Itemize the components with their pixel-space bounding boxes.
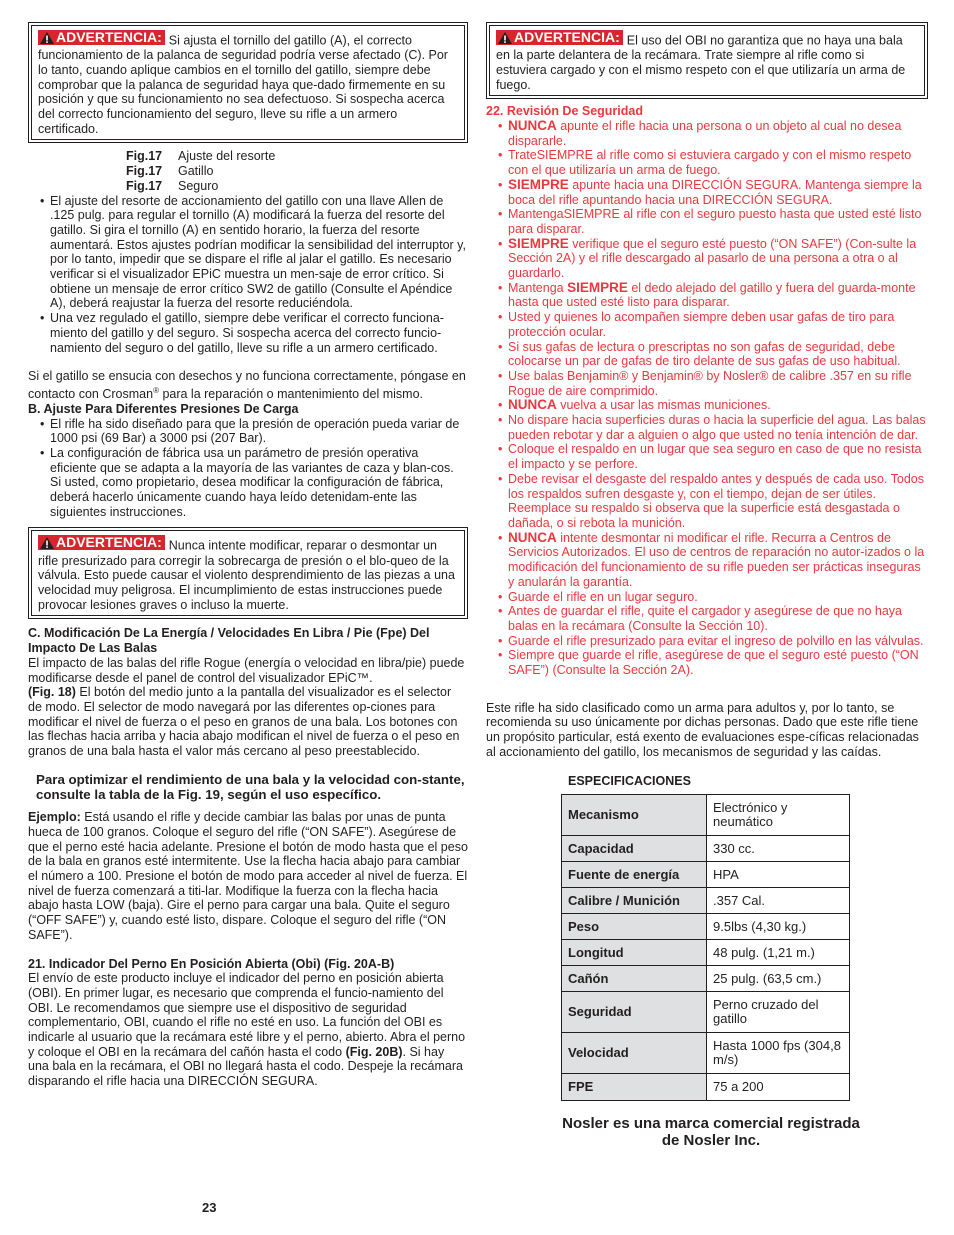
section-21-heading: 21. Indicador Del Perno En Posición Abierta (Obi) (Fig. 20A-B) [28,956,395,971]
warning-text: Si ajusta el tornillo del gatillo (A), el correcto funcionamiento de la palanca de seguridad podría verse afectado (C). Por lo tanto, cuando aplique cambios en el tornillo del gatillo, siempre debe comprobar que la palanca de seguridad haya que-dado firmemente en su posición y que su funcionamiento no sea defectuoso. Si sospecha acerca del correcto funcionamiento del seguro, lleve su rifle a un armero certificado. [38,33,448,136]
section-21-paragraph: El envío de este producto incluye el indicador del perno en posición abierta (OBI). En primer lugar, es necesario que comprenda el funcio-namiento del OBI. Le recomendamos que siempre use el dispositivo de seguridad complementario, OBI, cuando el rifle no esté en uso. La función del OBI es indicarle al usuario que la recámara esté libre y el perno, abierto. Abra el perno y coloque el OBI en la recámara del cañón hasta el codo (Fig. 20B). Si hay una bala en la recámara, el OBI no llegará hasta el codo. Despeje la recámara disparando el rifle hacia una DIRECCIÓN SEGURA. [28,971,466,1089]
safety-item: • NUNCA apunte el rifle hacia una persona o un objeto al cual no desea dispararle. [486,119,928,148]
spec-table [561,794,850,1101]
pressure-bullets [28,417,468,520]
left-column [28,22,468,1089]
safety-item: • Usted y quienes lo acompañen siempre deben usar gafas de tiro para protección ocular. [486,310,928,339]
safety-item: • No dispare hacia superficies duras o hacia la superficie del agua. Las balas pueden rebotar y dar a alguien o algo que usted no tenía intención de dar. [486,413,928,442]
spec-key: Fuente de energía [562,862,707,888]
figure-legend [28,149,468,193]
safety-item: • SIEMPRE apunte hacia una DIRECCIÓN SEGURA. Mantenga siempre la boca del rifle apuntando hacia una DIRECCIÓN SEGURA. [486,178,928,207]
spec-key: Longitud [562,940,707,966]
safety-item: • MantengaSIEMPRE al rifle con el seguro puesto hasta que usted esté listo para disparar. [486,207,928,236]
warning-box-obi [486,22,928,99]
spec-row [562,888,850,914]
section-c-heading: C. Modificación De La Energía / Velocidades En Libra / Pie (Fpe) Del Impacto De Las Balas [28,626,430,656]
spec-value: Perno cruzado del gatillo [707,992,850,1033]
warning-badge: ADVERTENCIA: [38,30,165,45]
spec-value: Electrónico y neumático [707,795,850,836]
warning-text: El uso del OBI no garantiza que no haya una bala en la parte delantera de la recámara. Trate siempre al rifle como si estuviera cargado y con el mismo respeto con el que utilizaría un arma de fuego. [496,33,906,92]
spec-row [562,966,850,992]
safety-item: • Use balas Benjamin® y Benjamin® by Nosler® de calibre .357 en su rifle Rogue de aire comprimido. [486,369,928,398]
fig-line: Fig.17 Ajuste del resorte [126,149,276,164]
safety-item: • Siempre que guarde el rifle, asegúrese de que el seguro esté puesto (“ON SAFE”) (Consulte la Sección 2A). [486,648,928,677]
spec-value: 75 a 200 [707,1074,850,1101]
trigger-bullets [28,194,468,356]
spec-value: HPA [707,862,850,888]
list-item: • El ajuste del resorte de accionamiento del gatillo con una llave Allen de .125 pulg. para regular el tornillo (A) modificará la fuerza del resorte del gatillo. Si gira el tornillo (A) en sentido horario, la fuerza del resorte aumentará. Estos ajustes podrían modificar la sensibilidad del interruptor y, por lo tanto, impedir que se dispare el rifle al jalar el gatillo. Es necesario verificar si el visualizador EPiC muestra un men-saje de error crítico. Si obtiene un mensaje de error crítico SW2 de gatillo (Consulte el Apéndice A), deberá reajustar la fuerza del resorte reduciéndola. [28,194,468,312]
right-column [486,22,928,1149]
fig-line: Fig.17 Seguro [126,178,219,193]
nosler-trademark: Nosler es una marca comercial registrada de Nosler Inc. [562,1115,860,1150]
safety-item: • Antes de guardar el rifle, quite el cargador y asegúrese de que no haya balas en la recámara (Consulte la Sección 10). [486,604,928,633]
spec-key: Velocidad [562,1033,707,1074]
spec-key: Peso [562,914,707,940]
optimize-note: Para optimizar el rendimiento de una bala y la velocidad con-stante, consulte la tabla de la Fig. 19, según el uso específico. [36,771,465,802]
fig-line: Fig.17 Gatillo [126,164,214,179]
safety-item: • Debe revisar el desgaste del respaldo antes y después de cada uso. Todos los respaldos sufren desgaste y, con el tiempo, dejan de ser útiles. Reemplace su respaldo si observa que la superficie está desgastada o dañada, o si rebota la munición. [486,472,928,531]
warning-box-trigger [28,22,468,143]
list-item: • Una vez regulado el gatillo, siempre debe verificar el correcto funciona-miento del gatillo y del seguro. Si sospecha acerca del correcto funcio-namiento del seguro o del gatillo, lleve su rifle a un armero certificado. [28,311,468,355]
safety-item: • NUNCA intente desmontar ni modificar el rifle. Recurra a Centros de Servicios Autorizados. El uso de centros de reparación no autor-izados o la modificación del funcionamiento de su rifle pueden ser prácticas inseguras y anularán la garantía. [486,531,928,590]
page-number: 23 [202,1200,217,1215]
section-c-paragraph: El impacto de las balas del rifle Rogue (energía o velocidad en libra/pie) puede modificarse desde el panel de control del visualizador EPiC™. (Fig. 18) El botón del medio junto a la pantalla del visualizador es el selector de modo. El selector de modo navegará por las diferentes op-ciones para modificar el nivel de fuerza o el peso en granos de una bala. Los botones con las flechas hacia arriba y hacia abajo modifican el nivel de fuerza o el peso en granos de una bala hasta el valor más cercano al peso preestablecido. [28,655,465,759]
spec-key: Capacidad [562,836,707,862]
warning-badge: ADVERTENCIA: [496,30,623,45]
warning-box-pressure [28,527,468,619]
spec-row [562,795,850,836]
spec-value: Hasta 1000 fps (304,8 m/s) [707,1033,850,1074]
spec-row [562,992,850,1033]
spec-row [562,940,850,966]
spec-title: ESPECIFICACIONES [568,773,691,788]
example-paragraph: Ejemplo: Está usando el rifle y decide cambiar las balas por unas de punta hueca de 100 granos. Coloque el seguro del rifle (“ON SAFE”). Asegúrese de que el perno esté hacia adelante. Presione el botón de modo hasta que el peso de la bala en granos esté intermitente. Use la flecha hacia abajo para cambiar el número a 100. Presione el botón de modo para acceder al nivel de fuerza. El nivel de fuerza comenzará a titi-lar. Modifique la fuerza con la flecha hacia abajo hasta LOW (baja). Gire el perno para cargar una bala. Quite el seguro (“OFF SAFE”) y, cuando esté listo, dispare. Coloque el seguro del rifle (“ON SAFE”). [28,810,468,942]
spec-key: Seguridad [562,992,707,1033]
safety-item: • Guarde el rifle presurizado para evitar el ingreso de polvillo en las válvulas. [486,634,928,649]
warning-triangle-icon [498,32,512,44]
section-22-heading: 22. Revisión De Seguridad [486,104,643,119]
list-item: • La configuración de fábrica usa un parámetro de presión operativa eficiente que se adapta a la mayoría de las variantes de caza y blan-cos. Si usted, como propietario, desea modificar la configuración de fábrica, deberá hacerlo únicamente cuando haya leído detenidam-ente las siguientes instrucciones. [28,446,468,520]
safety-item: • Coloque el respaldo en un lugar que sea seguro en caso de que no resista el impacto y se perfore. [486,442,928,471]
warning-triangle-icon [40,32,54,44]
safety-item: • TrateSIEMPRE al rifle como si estuviera cargado y con el mismo respeto con el que utilizaría un arma de fuego. [486,148,928,177]
adult-paragraph: Este rifle ha sido clasificado como un arma para adultos y, por lo tanto, se recomienda su uso únicamente por dichas personas. Dado que este rifle tiene un propósito particular, está exento de evaluaciones espe-cíficas relacionadas al accionamiento del gatillo, los mecanismos de seguridad y las caídas. [486,700,919,759]
safety-item: • Guarde el rifle en un lugar seguro. [486,590,928,605]
safety-item: • Si sus gafas de lectura o prescriptas no son gafas de seguridad, debe colocarse un par de gafas de tiro delante de sus gafas de uso habitual. [486,340,928,369]
spec-value: .357 Cal. [707,888,850,914]
section-b-heading: B. Ajuste Para Diferentes Presiones De Carga [28,401,299,416]
spec-key: Cañón [562,966,707,992]
safety-item: • SIEMPRE verifique que el seguro esté puesto (“ON SAFE”) (Con-sulte la Sección 2A) y el rifle descargado al pasarlo de una persona a otra o al guardarlo. [486,237,928,281]
spec-value: 48 pulg. (1,21 m.) [707,940,850,966]
spec-value: 330 cc. [707,836,850,862]
warning-text: Nunca intente modificar, reparar o desmontar un rifle presurizado para corregir la sobrecarga de presión o el blo-queo de la válvula. Esto puede causar el violento desprendimiento de las piezas a una velocidad muy peligrosa. El incumplimiento de estas instrucciones puede provocar lesiones graves o incluso la muerte. [38,538,455,612]
warning-triangle-icon [40,537,54,549]
spec-value: 9.5lbs (4,30 kg.) [707,914,850,940]
safety-list [486,119,928,678]
spec-row [562,1033,850,1074]
spec-row [562,862,850,888]
dirty-trigger-paragraph: Si el gatillo se ensucia con desechos y no funciona correctamente, póngase en contacto con Crosman® para la reparación o mantenimiento del mismo. [28,369,466,402]
safety-item: • NUNCA vuelva a usar las mismas municiones. [486,398,928,413]
spec-value: 25 pulg. (63,5 cm.) [707,966,850,992]
spec-key: Mecanismo [562,795,707,836]
spec-row [562,836,850,862]
safety-item: • Mantenga SIEMPRE el dedo alejado del gatillo y fuera del guarda-monte hasta que usted esté listo para disparar. [486,281,928,310]
list-item: • El rifle ha sido diseñado para que la presión de operación pueda variar de 1000 psi (69 Bar) a 3000 psi (207 Bar). [28,417,468,446]
spec-row [562,914,850,940]
spec-row [562,1074,850,1101]
spec-key: FPE [562,1074,707,1101]
warning-badge: ADVERTENCIA: [38,535,165,550]
spec-key: Calibre / Munición [562,888,707,914]
